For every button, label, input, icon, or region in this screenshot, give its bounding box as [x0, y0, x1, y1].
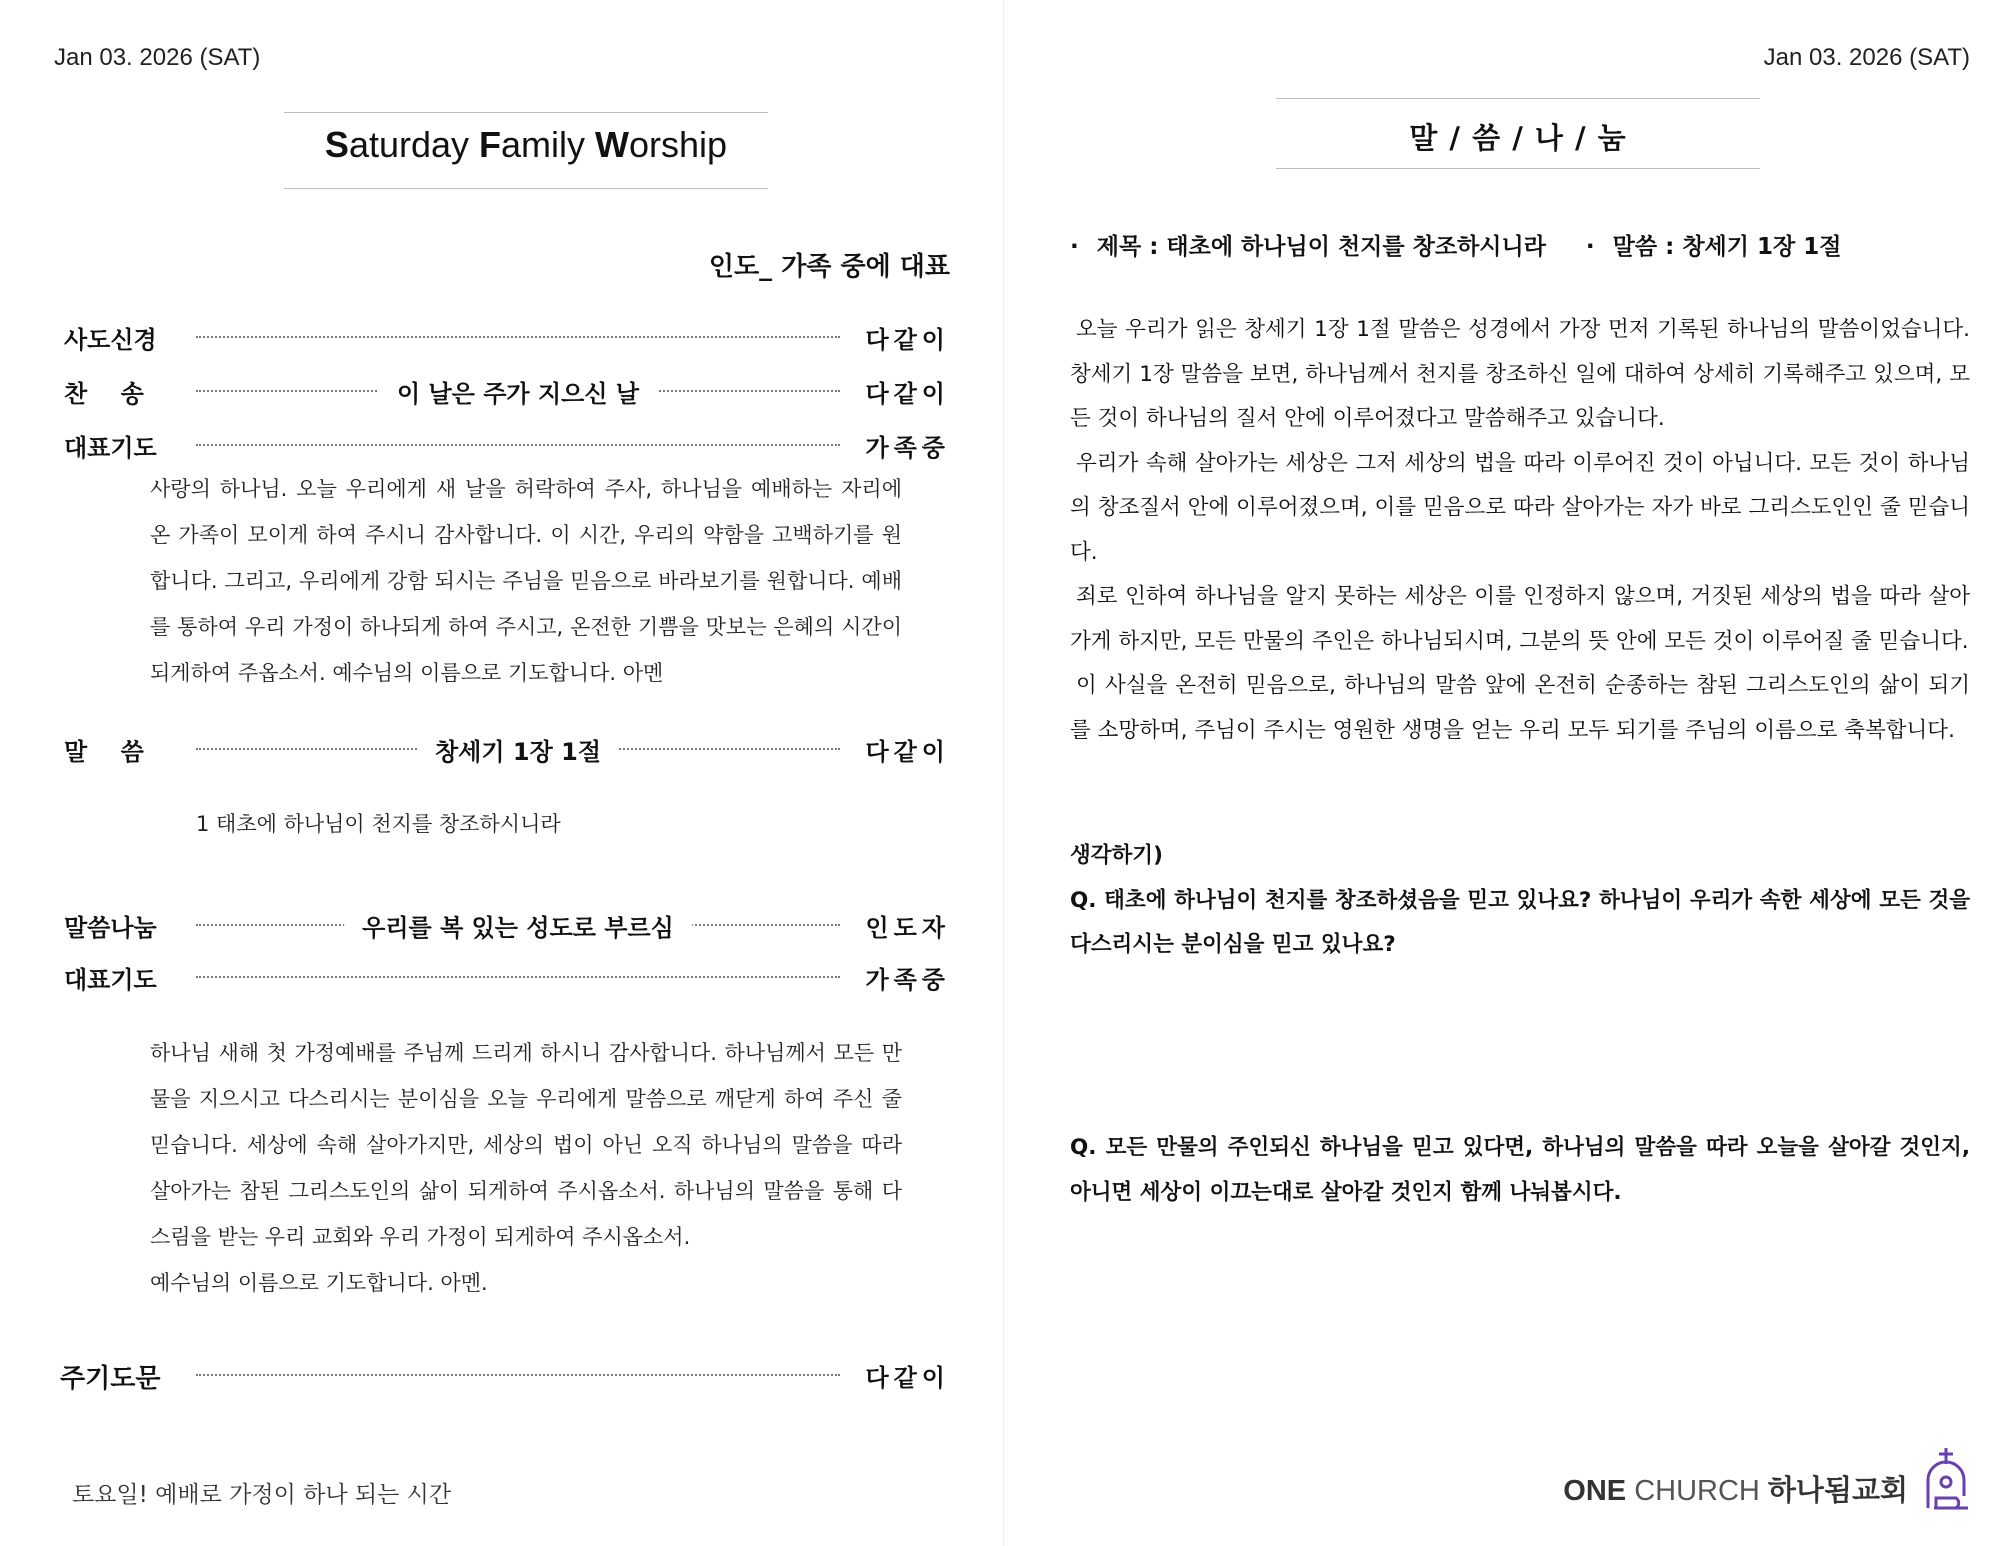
row-participant: 다같이 — [865, 1364, 950, 1392]
row-label: 주기도문 — [60, 1364, 161, 1394]
dotted-leader — [196, 374, 840, 406]
row-title: 창세기 1장 1절 — [417, 732, 619, 767]
right-page — [1004, 0, 1998, 1546]
page-title: 말 / 씀 / 나 / 눔 — [1409, 121, 1627, 155]
row-participant: 가족중 — [865, 966, 950, 994]
order-row-prayer-2 — [64, 960, 950, 992]
title-rule-bottom — [284, 188, 768, 189]
reflection-section — [1070, 834, 1970, 968]
dotted-leader — [196, 320, 840, 352]
date: Jan 03. 2026 (SAT) — [54, 44, 261, 71]
dotted-leader — [196, 428, 840, 460]
sermon-paragraph: 오늘 우리가 읽은 창세기 1장 1절 말씀은 성경에서 가장 먼저 기록된 하나님의 말씀이었습니다. 창세기 1장 말씀을 보면, 하나님께서 천지를 창조하신 일에 대하여 상세히 기록해주고 있으며, 모든 것이 하나님의 질서 안에 이루어졌다고 말씀해주고 있습니다. — [1070, 317, 1970, 431]
row-label: 말 씀 — [64, 738, 144, 766]
sermon-paragraph: 죄로 인하여 하나님을 알지 못하는 세상은 이를 인정하지 않으며, 거짓된 세상의 법을 따라 살아가게 하지만, 모든 만물의 주인은 하나님되시며, 그분의 뜻 안에 모든 것이 이루어질 줄 믿습니다. — [1070, 584, 1970, 654]
scripture-verse: 1 태초에 하나님이 천지를 창조하시니라 — [196, 812, 561, 836]
reflection-question-2 — [1070, 1126, 1970, 1215]
opening-prayer: 사랑의 하나님. 오늘 우리에게 새 날을 허락하여 주사, 하나님을 예배하는 자리에 온 가족이 모이게 하여 주시니 감사합니다. 이 시간, 우리의 약함을 고백하기를 원합니다. 그리고, 우리에게 강함 되시는 주님을 믿음으로 바라보기를 원합니다. 예배를 통하여 우리 가정이 하나되게 하여 주시고, 온전한 기쁨을 맛보는 은혜의 시간이 되게하여 주옵소서. 예수님의 이름으로 기도합니다. 아멘 — [150, 477, 902, 685]
row-label: 대표기도 — [64, 434, 157, 462]
row-participant: 가족중 — [865, 434, 950, 462]
page-title: Saturday Family Worship — [324, 124, 728, 165]
order-row-word — [64, 732, 950, 764]
row-participant: 다같이 — [865, 326, 950, 354]
row-label: 말씀나눔 — [64, 914, 157, 942]
dotted-leader — [196, 732, 840, 764]
dotted-leader — [196, 1358, 840, 1390]
row-label: 사도신경 — [64, 326, 157, 354]
sermon-paragraph: 이 사실을 온전히 믿음으로, 하나님의 말씀 앞에 온전히 순종하는 참된 그리스도인의 삶이 되기를 소망하며, 주님이 주시는 영원한 생명을 얻는 우리 모두 되기를 주님의 이름으로 축복합니다. — [1070, 673, 1970, 743]
order-row-creed — [64, 320, 950, 352]
bullet: · — [1070, 234, 1079, 260]
date: Jan 03. 2026 (SAT) — [1763, 44, 1970, 71]
question-1: Q. 태초에 하나님이 천지를 창조하셨음을 믿고 있나요? 하나님이 우리가 속한 세상에 모든 것을 다스리시는 분이심을 믿고 있나요? — [1070, 887, 1970, 957]
row-participant: 인도자 — [865, 914, 950, 942]
order-row-sharing — [64, 908, 950, 940]
order-row-prayer-1 — [64, 428, 950, 460]
leader-info: 인도_ 가족 중에 대표 — [708, 252, 950, 282]
sermon-subject: 제목 : 태초에 하나님이 천지를 창조하시니라 — [1096, 234, 1546, 260]
title-rule-bottom — [1276, 168, 1760, 169]
row-participant: 다같이 — [865, 738, 950, 766]
row-label: 대표기도 — [64, 966, 157, 994]
title-rule-top — [1276, 98, 1760, 99]
church-brand: ONE CHURCH 하나됨교회 — [1563, 1473, 1908, 1507]
question-2: Q. 모든 만물의 주인되신 하나님을 믿고 있다면, 하나님의 말씀을 따라 오늘을 살아갈 것인지, 아니면 세상이 이끄는대로 살아갈 것인지 함께 나눠봅시다. — [1070, 1135, 1970, 1205]
footer-slogan: 토요일! 예배로 가정이 하나 되는 시간 — [72, 1482, 452, 1508]
row-title: 이 날은 주가 지으신 날 — [379, 374, 657, 409]
sermon-scripture: 말씀 : 창세기 1장 1절 — [1612, 234, 1842, 260]
order-row-lords-prayer — [60, 1358, 950, 1394]
sermon-body — [1070, 308, 1970, 753]
sermon-paragraph: 우리가 속해 살아가는 세상은 그저 세상의 법을 따라 이루어진 것이 아닙니다. 모든 것이 하나님의 창조질서 안에 이루어졌으며, 이를 믿음으로 따라 살아가는 자가 바로 그리스도인인 줄 믿습니다. — [1070, 450, 1970, 565]
dotted-leader — [196, 960, 840, 992]
closing-prayer: 하나님 새해 첫 가정예배를 주님께 드리게 하시니 감사합니다. 하나님께서 모든 만물을 지으시고 다스리시는 분이심을 오늘 우리에게 말씀으로 깨닫게 하여 주신 줄 믿습니다. 세상에 속해 살아가지만, 세상의 법이 아닌 오직 하나님의 말씀을 따라 살아가는 참된 그리스도인의 삶이 되게하여 주시옵소서. 하나님의 말씀을 통해 다스림을 받는 우리 교회와 우리 가정이 되게하여 주시옵소서. 예수님의 이름으로 기도합니다. 아멘. — [150, 1041, 902, 1295]
sermon-meta — [1070, 228, 1841, 261]
church-cross-icon — [1920, 1446, 1972, 1512]
row-title: 우리를 복 있는 성도로 부르심 — [344, 908, 692, 943]
title-rule-top — [284, 112, 768, 113]
row-participant: 다같이 — [865, 380, 950, 408]
row-label: 찬 송 — [64, 380, 144, 408]
dotted-leader — [196, 908, 840, 940]
reflection-heading: 생각하기) — [1070, 843, 1163, 868]
order-row-hymn — [64, 374, 950, 406]
bullet: · — [1585, 234, 1595, 260]
